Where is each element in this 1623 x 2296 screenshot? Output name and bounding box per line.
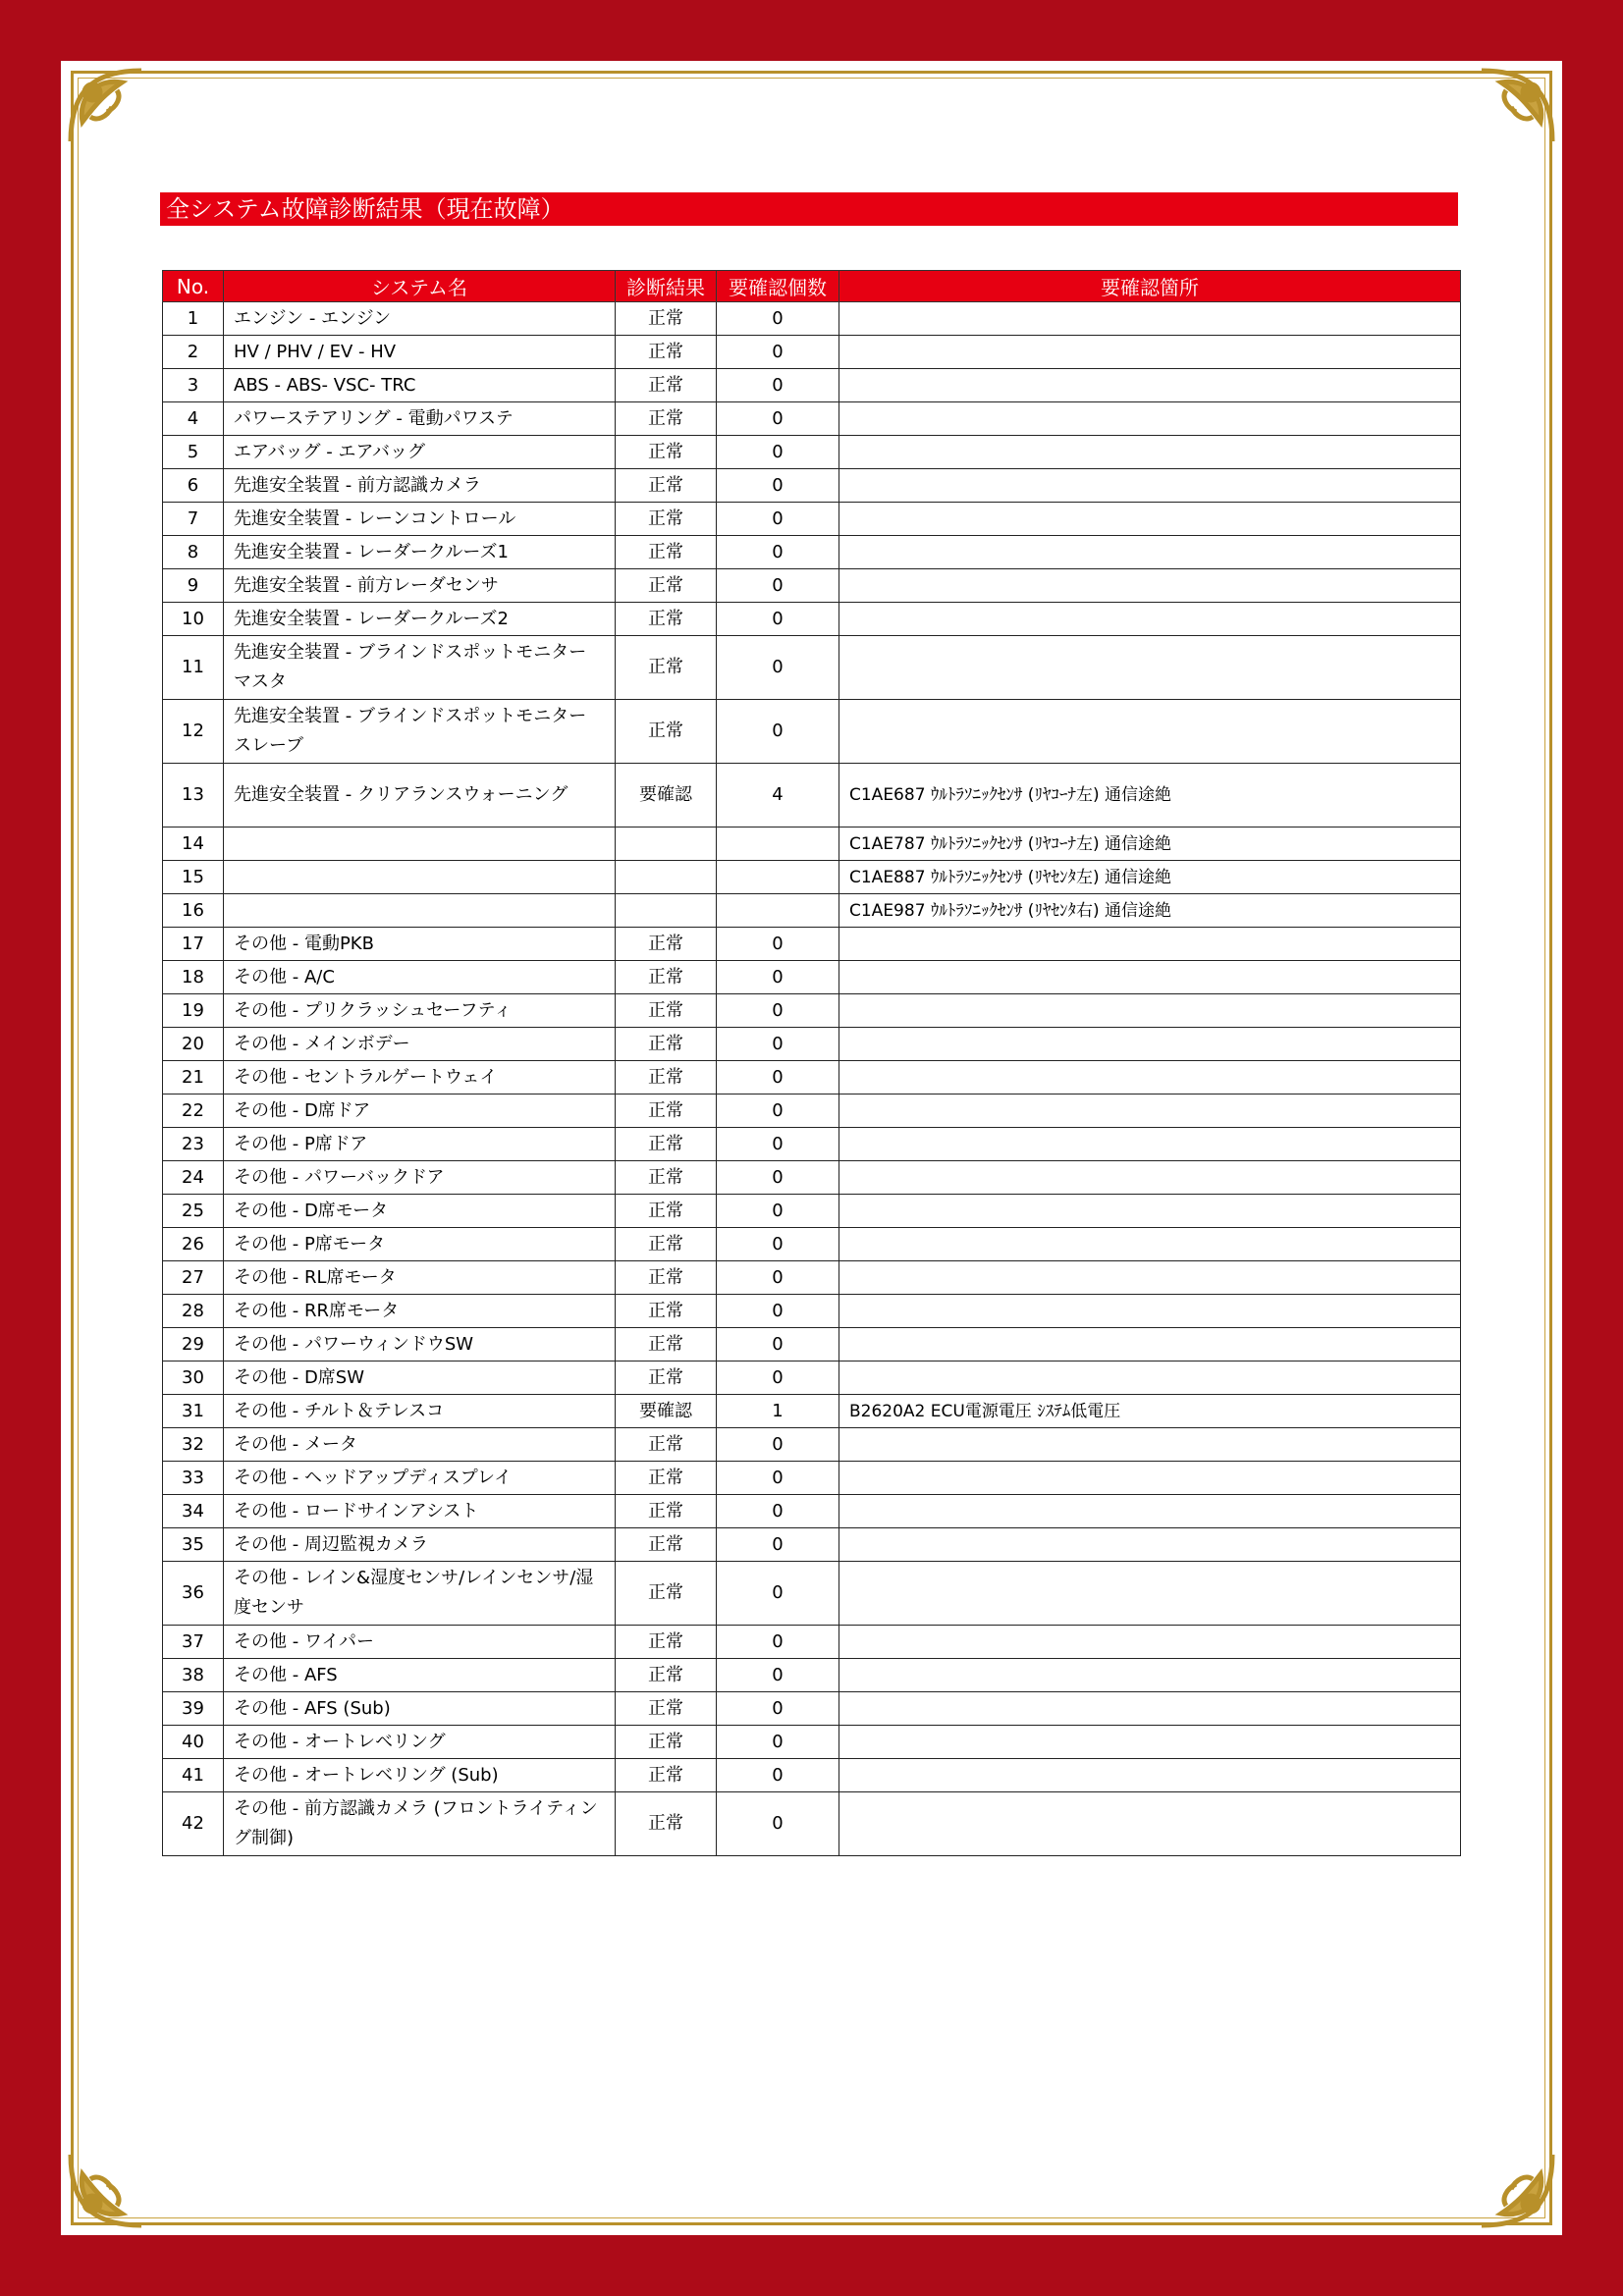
table-row <box>163 1128 1461 1161</box>
table-row <box>163 1462 1461 1495</box>
cell-result: 正常 <box>616 1028 717 1061</box>
cell-result: 正常 <box>616 302 717 336</box>
table-row <box>163 503 1461 536</box>
cell-detail <box>839 1362 1461 1395</box>
cell-count: 0 <box>717 1562 839 1626</box>
cell-count: 0 <box>717 1195 839 1228</box>
cell-no: 10 <box>163 603 224 636</box>
cell-result: 正常 <box>616 1428 717 1462</box>
cell-count: 0 <box>717 1792 839 1856</box>
cell-system: その他 - オートレベリング (Sub) <box>224 1759 616 1792</box>
cell-count: 0 <box>717 961 839 994</box>
cell-detail <box>839 1128 1461 1161</box>
table-row <box>163 302 1461 336</box>
cell-no: 33 <box>163 1462 224 1495</box>
cell-system: 先進安全装置 - 前方認識カメラ <box>224 469 616 503</box>
cell-count: 0 <box>717 1726 839 1759</box>
header-count: 要確認個数 <box>717 271 839 302</box>
cell-system: その他 - プリクラッシュセーフティ <box>224 994 616 1028</box>
cell-no: 18 <box>163 961 224 994</box>
cell-result: 正常 <box>616 1328 717 1362</box>
cell-detail <box>839 994 1461 1028</box>
table-row <box>163 1428 1461 1462</box>
cell-detail <box>839 469 1461 503</box>
table-row <box>163 1495 1461 1528</box>
cell-no: 13 <box>163 764 224 828</box>
cell-detail <box>839 928 1461 961</box>
cell-detail <box>839 1462 1461 1495</box>
cell-detail <box>839 402 1461 436</box>
table-row <box>163 1528 1461 1562</box>
cell-detail <box>839 1626 1461 1659</box>
cell-system: その他 - P席モータ <box>224 1228 616 1261</box>
cell-result: 正常 <box>616 1228 717 1261</box>
table-row <box>163 402 1461 436</box>
cell-system: その他 - ヘッドアップディスプレイ <box>224 1462 616 1495</box>
cell-no: 16 <box>163 894 224 928</box>
cell-system: その他 - メインボデー <box>224 1028 616 1061</box>
cell-detail <box>839 436 1461 469</box>
cell-count: 0 <box>717 1061 839 1095</box>
cell-count <box>717 894 839 928</box>
cell-system: 先進安全装置 - クリアランスウォーニング <box>224 764 616 828</box>
cell-result: 正常 <box>616 569 717 603</box>
cell-count: 0 <box>717 1528 839 1562</box>
cell-system: 先進安全装置 - ブラインドスポットモニター スレーブ <box>224 700 616 764</box>
cell-result: 正常 <box>616 1295 717 1328</box>
cell-count: 0 <box>717 1128 839 1161</box>
table-row <box>163 1195 1461 1228</box>
cell-system: ABS - ABS- VSC- TRC <box>224 369 616 402</box>
cell-result: 正常 <box>616 1495 717 1528</box>
table-row <box>163 928 1461 961</box>
table-row <box>163 1759 1461 1792</box>
corner-ornament-icon <box>63 2145 151 2233</box>
cell-system: その他 - 周辺監視カメラ <box>224 1528 616 1562</box>
corner-ornament-icon <box>1472 63 1560 151</box>
cell-count: 0 <box>717 369 839 402</box>
table-row <box>163 1295 1461 1328</box>
cell-system: その他 - D席モータ <box>224 1195 616 1228</box>
cell-system: その他 - AFS <box>224 1659 616 1692</box>
cell-system: その他 - A/C <box>224 961 616 994</box>
cell-system: エンジン - エンジン <box>224 302 616 336</box>
cell-detail: C1AE687 ｳﾙﾄﾗｿﾆｯｸｾﾝｻ (ﾘﾔｺｰﾅ左) 通信途絶 <box>839 764 1461 828</box>
cell-no: 22 <box>163 1095 224 1128</box>
cell-count: 0 <box>717 700 839 764</box>
cell-system: その他 - 前方認識カメラ (フロントライティング制御) <box>224 1792 616 1856</box>
cell-count: 0 <box>717 994 839 1028</box>
table-row <box>163 469 1461 503</box>
cell-no: 27 <box>163 1261 224 1295</box>
table-row <box>163 1362 1461 1395</box>
cell-result: 正常 <box>616 536 717 569</box>
cell-count: 0 <box>717 1692 839 1726</box>
cell-detail <box>839 569 1461 603</box>
table-row <box>163 1095 1461 1128</box>
cell-result: 正常 <box>616 1626 717 1659</box>
cell-detail: B2620A2 ECU電源電圧 ｼｽﾃﾑ低電圧 <box>839 1395 1461 1428</box>
cell-count: 0 <box>717 1362 839 1395</box>
cell-no: 39 <box>163 1692 224 1726</box>
cell-no: 30 <box>163 1362 224 1395</box>
cell-count: 0 <box>717 469 839 503</box>
cell-no: 4 <box>163 402 224 436</box>
cell-detail: C1AE887 ｳﾙﾄﾗｿﾆｯｸｾﾝｻ (ﾘﾔｾﾝﾀ左) 通信途絶 <box>839 861 1461 894</box>
cell-detail <box>839 1562 1461 1626</box>
table-row <box>163 1659 1461 1692</box>
cell-count: 0 <box>717 1328 839 1362</box>
cell-no: 17 <box>163 928 224 961</box>
cell-count: 0 <box>717 503 839 536</box>
cell-detail <box>839 1328 1461 1362</box>
cell-no: 19 <box>163 994 224 1028</box>
cell-system: その他 - メータ <box>224 1428 616 1462</box>
diagnosis-table <box>162 270 1461 1856</box>
cell-result: 正常 <box>616 1562 717 1626</box>
cell-count: 0 <box>717 402 839 436</box>
cell-result: 正常 <box>616 1362 717 1395</box>
cell-detail <box>839 1028 1461 1061</box>
cell-system: その他 - レイン&湿度センサ/レインセンサ/湿度センサ <box>224 1562 616 1626</box>
cell-detail <box>839 1726 1461 1759</box>
cell-no: 7 <box>163 503 224 536</box>
cell-no: 14 <box>163 828 224 861</box>
cell-detail <box>839 1095 1461 1128</box>
cell-result: 正常 <box>616 1462 717 1495</box>
cell-no: 42 <box>163 1792 224 1856</box>
cell-no: 21 <box>163 1061 224 1095</box>
cell-system: エアバッグ - エアバッグ <box>224 436 616 469</box>
cell-no: 5 <box>163 436 224 469</box>
report-title: 全システム故障診断結果（現在故障） <box>160 192 1458 226</box>
cell-detail <box>839 1759 1461 1792</box>
table-row <box>163 1228 1461 1261</box>
cell-result: 正常 <box>616 402 717 436</box>
table-row <box>163 1028 1461 1061</box>
cell-result <box>616 861 717 894</box>
cell-result: 正常 <box>616 1061 717 1095</box>
cell-no: 31 <box>163 1395 224 1428</box>
cell-system: 先進安全装置 - レーダークルーズ2 <box>224 603 616 636</box>
cell-result: 正常 <box>616 1792 717 1856</box>
cell-count: 0 <box>717 1028 839 1061</box>
cell-detail <box>839 700 1461 764</box>
cell-result: 正常 <box>616 961 717 994</box>
cell-no: 29 <box>163 1328 224 1362</box>
cell-count: 0 <box>717 569 839 603</box>
table-row <box>163 1626 1461 1659</box>
cell-result <box>616 894 717 928</box>
cell-count: 0 <box>717 928 839 961</box>
cell-system: 先進安全装置 - 前方レーダセンサ <box>224 569 616 603</box>
cell-count: 0 <box>717 1626 839 1659</box>
cell-no: 12 <box>163 700 224 764</box>
cell-no: 24 <box>163 1161 224 1195</box>
cell-count: 0 <box>717 302 839 336</box>
cell-count: 0 <box>717 336 839 369</box>
cell-result: 正常 <box>616 436 717 469</box>
table-row <box>163 1562 1461 1626</box>
table-row <box>163 1395 1461 1428</box>
cell-count: 0 <box>717 1261 839 1295</box>
cell-result: 要確認 <box>616 764 717 828</box>
cell-count <box>717 861 839 894</box>
cell-no: 28 <box>163 1295 224 1328</box>
cell-detail <box>839 1261 1461 1295</box>
cell-result: 正常 <box>616 369 717 402</box>
cell-detail <box>839 603 1461 636</box>
cell-system: その他 - AFS (Sub) <box>224 1692 616 1726</box>
cell-no: 34 <box>163 1495 224 1528</box>
cell-system: その他 - 電動PKB <box>224 928 616 961</box>
cell-detail <box>839 536 1461 569</box>
cell-detail <box>839 1161 1461 1195</box>
cell-system <box>224 861 616 894</box>
cell-system: パワーステアリング - 電動パワステ <box>224 402 616 436</box>
table-row <box>163 436 1461 469</box>
cell-no: 9 <box>163 569 224 603</box>
cell-result: 正常 <box>616 928 717 961</box>
cell-detail <box>839 961 1461 994</box>
cell-result: 正常 <box>616 603 717 636</box>
cell-no: 2 <box>163 336 224 369</box>
cell-count <box>717 828 839 861</box>
corner-ornament-icon <box>63 63 151 151</box>
report-page <box>61 61 1562 2235</box>
cell-system: その他 - パワーウィンドウSW <box>224 1328 616 1362</box>
table-row <box>163 636 1461 700</box>
table-row <box>163 536 1461 569</box>
cell-system <box>224 828 616 861</box>
cell-no: 11 <box>163 636 224 700</box>
cell-no: 6 <box>163 469 224 503</box>
cell-count: 0 <box>717 636 839 700</box>
cell-detail <box>839 1061 1461 1095</box>
cell-count: 0 <box>717 1428 839 1462</box>
cell-detail <box>839 369 1461 402</box>
table-row <box>163 861 1461 894</box>
table-row <box>163 700 1461 764</box>
cell-count: 0 <box>717 536 839 569</box>
cell-result: 正常 <box>616 503 717 536</box>
cell-count: 0 <box>717 1462 839 1495</box>
cell-system: その他 - パワーバックドア <box>224 1161 616 1195</box>
cell-result: 正常 <box>616 1528 717 1562</box>
corner-ornament-icon <box>1472 2145 1560 2233</box>
header-detail: 要確認箇所 <box>839 271 1461 302</box>
table-row <box>163 1792 1461 1856</box>
cell-result: 正常 <box>616 994 717 1028</box>
cell-result: 正常 <box>616 469 717 503</box>
cell-result: 正常 <box>616 1261 717 1295</box>
table-row <box>163 336 1461 369</box>
cell-system: 先進安全装置 - ブラインドスポットモニター マスタ <box>224 636 616 700</box>
cell-system: HV / PHV / EV - HV <box>224 336 616 369</box>
table-row <box>163 1692 1461 1726</box>
cell-count: 0 <box>717 1495 839 1528</box>
table-row <box>163 961 1461 994</box>
cell-count: 0 <box>717 1228 839 1261</box>
cell-system: その他 - D席ドア <box>224 1095 616 1128</box>
cell-detail <box>839 1195 1461 1228</box>
table-row <box>163 569 1461 603</box>
cell-count: 0 <box>717 1095 839 1128</box>
cell-no: 26 <box>163 1228 224 1261</box>
cell-count: 0 <box>717 1759 839 1792</box>
cell-system: その他 - セントラルゲートウェイ <box>224 1061 616 1095</box>
cell-system <box>224 894 616 928</box>
cell-detail <box>839 636 1461 700</box>
header-system: システム名 <box>224 271 616 302</box>
cell-system: 先進安全装置 - レーンコントロール <box>224 503 616 536</box>
cell-no: 35 <box>163 1528 224 1562</box>
table-row <box>163 1261 1461 1295</box>
table-row <box>163 828 1461 861</box>
table-row <box>163 369 1461 402</box>
cell-count: 0 <box>717 1295 839 1328</box>
cell-count: 0 <box>717 436 839 469</box>
header-no: No. <box>163 271 224 302</box>
table-body <box>163 302 1461 1856</box>
cell-result: 正常 <box>616 1128 717 1161</box>
cell-no: 3 <box>163 369 224 402</box>
cell-detail: C1AE787 ｳﾙﾄﾗｿﾆｯｸｾﾝｻ (ﾘﾔｺｰﾅ左) 通信途絶 <box>839 828 1461 861</box>
cell-no: 32 <box>163 1428 224 1462</box>
cell-detail <box>839 302 1461 336</box>
cell-result: 正常 <box>616 1195 717 1228</box>
cell-system: その他 - D席SW <box>224 1362 616 1395</box>
cell-no: 8 <box>163 536 224 569</box>
cell-no: 25 <box>163 1195 224 1228</box>
table-row <box>163 1726 1461 1759</box>
cell-system: その他 - P席ドア <box>224 1128 616 1161</box>
cell-system: その他 - ワイパー <box>224 1626 616 1659</box>
table-row <box>163 1061 1461 1095</box>
cell-detail: C1AE987 ｳﾙﾄﾗｿﾆｯｸｾﾝｻ (ﾘﾔｾﾝﾀ右) 通信途絶 <box>839 894 1461 928</box>
cell-result: 要確認 <box>616 1395 717 1428</box>
cell-detail <box>839 1692 1461 1726</box>
cell-system: その他 - ロードサインアシスト <box>224 1495 616 1528</box>
cell-count: 0 <box>717 1161 839 1195</box>
cell-no: 1 <box>163 302 224 336</box>
cell-result: 正常 <box>616 1659 717 1692</box>
cell-no: 15 <box>163 861 224 894</box>
cell-system: その他 - チルト＆テレスコ <box>224 1395 616 1428</box>
table-header-row <box>163 271 1461 302</box>
cell-result: 正常 <box>616 336 717 369</box>
cell-result: 正常 <box>616 1161 717 1195</box>
cell-no: 40 <box>163 1726 224 1759</box>
cell-count: 0 <box>717 603 839 636</box>
table-row <box>163 1161 1461 1195</box>
table-row <box>163 894 1461 928</box>
cell-no: 41 <box>163 1759 224 1792</box>
cell-detail <box>839 503 1461 536</box>
cell-no: 36 <box>163 1562 224 1626</box>
cell-no: 37 <box>163 1626 224 1659</box>
cell-detail <box>839 1792 1461 1856</box>
cell-no: 38 <box>163 1659 224 1692</box>
cell-system: その他 - RL席モータ <box>224 1261 616 1295</box>
cell-detail <box>839 1659 1461 1692</box>
header-result: 診断結果 <box>616 271 717 302</box>
table-row <box>163 764 1461 828</box>
cell-result: 正常 <box>616 1692 717 1726</box>
cell-count: 0 <box>717 1659 839 1692</box>
cell-result: 正常 <box>616 1726 717 1759</box>
cell-system: その他 - オートレベリング <box>224 1726 616 1759</box>
cell-detail <box>839 1495 1461 1528</box>
cell-detail <box>839 1228 1461 1261</box>
cell-result <box>616 828 717 861</box>
cell-system: 先進安全装置 - レーダークルーズ1 <box>224 536 616 569</box>
cell-detail <box>839 336 1461 369</box>
cell-result: 正常 <box>616 1759 717 1792</box>
table-row <box>163 603 1461 636</box>
table-row <box>163 994 1461 1028</box>
cell-detail <box>839 1295 1461 1328</box>
cell-count: 1 <box>717 1395 839 1428</box>
cell-count: 4 <box>717 764 839 828</box>
cell-result: 正常 <box>616 1095 717 1128</box>
table-row <box>163 1328 1461 1362</box>
cell-detail <box>839 1428 1461 1462</box>
cell-result: 正常 <box>616 636 717 700</box>
cell-no: 23 <box>163 1128 224 1161</box>
cell-system: その他 - RR席モータ <box>224 1295 616 1328</box>
cell-no: 20 <box>163 1028 224 1061</box>
cell-detail <box>839 1528 1461 1562</box>
cell-result: 正常 <box>616 700 717 764</box>
